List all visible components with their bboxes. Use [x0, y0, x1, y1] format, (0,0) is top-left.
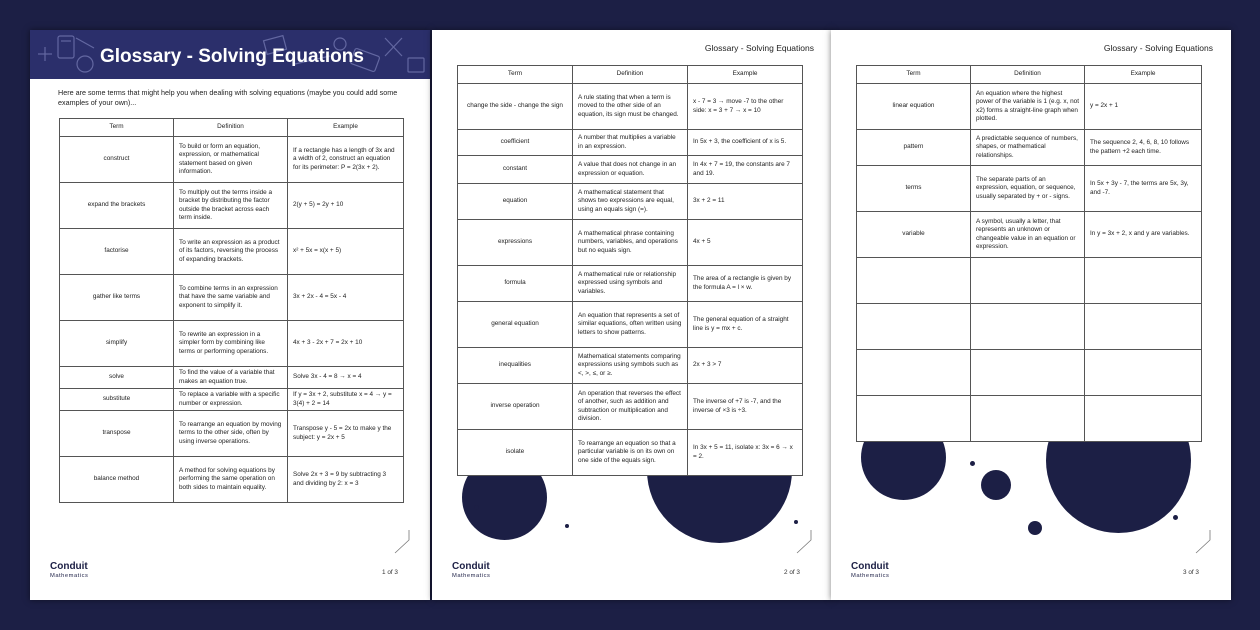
intro-text: Here are some terms that might help you when dealing with solving equations (maybe you could add some examples of your own)...: [58, 88, 398, 107]
term-cell: balance method: [60, 457, 174, 503]
decorative-dot: [1173, 515, 1178, 520]
table-row: [60, 275, 404, 321]
table-row: [458, 220, 803, 266]
example-header: Example: [1085, 66, 1202, 84]
example-cell: The inverse of +7 is -7, and the inverse of ×3 is ÷3.: [688, 384, 803, 430]
term-cell: gather like terms: [60, 275, 174, 321]
example-cell: The area of a rectangle is given by the formula A = l × w.: [688, 266, 803, 302]
table-row: [60, 411, 404, 457]
definition-header: Definition: [971, 66, 1085, 84]
example-cell: [1085, 304, 1202, 350]
table-row: [458, 266, 803, 302]
brand-logo: [851, 561, 889, 579]
example-cell: In 5x + 3, the coefficient of x is 5.: [688, 130, 803, 156]
definition-cell: A mathematical rule or relationship expressed using symbols and variables.: [573, 266, 688, 302]
term-cell: change the side - change the sign: [458, 84, 573, 130]
example-cell: y = 2x + 1: [1085, 84, 1202, 130]
example-cell: 2(y + 5) = 2y + 10: [288, 183, 404, 229]
example-cell: x - 7 = 3 → move -7 to the other side: x = 3 + 7 → x = 10: [688, 84, 803, 130]
example-cell: The general equation of a straight line is y = mx + c.: [688, 302, 803, 348]
table-row: [458, 156, 803, 184]
definition-cell: An equation where the highest power of the variable is 1 (e.g. x, not x2) forms a straight-line graph when plotted.: [971, 84, 1085, 130]
example-cell: Transpose y - 5 = 2x to make y the subject: y = 2x + 5: [288, 411, 404, 457]
definition-cell: A number that multiplies a variable in an expression.: [573, 130, 688, 156]
example-cell: In 3x + 5 = 11, isolate x: 3x = 6 → x = 2.: [688, 430, 803, 476]
brand-name: Conduit: [452, 561, 490, 572]
term-cell: [857, 258, 971, 304]
term-cell: formula: [458, 266, 573, 302]
definition-cell: To replace a variable with a specific number or expression.: [174, 389, 288, 411]
page-number: 3 of 3: [1183, 569, 1199, 576]
example-cell: In y = 3x + 2, x and y are variables.: [1085, 212, 1202, 258]
term-cell: [857, 350, 971, 396]
term-cell: construct: [60, 137, 174, 183]
definition-cell: An equation that represents a set of similar equations, often written using letters to show patterns.: [573, 302, 688, 348]
table-row: [857, 84, 1202, 130]
table-row: [857, 304, 1202, 350]
example-cell: 4x + 3 - 2x + 7 = 2x + 10: [288, 321, 404, 367]
page-number: 1 of 3: [382, 569, 398, 576]
definition-cell: A mathematical statement that shows two expressions are equal, using an equals sign (=).: [573, 184, 688, 220]
term-cell: solve: [60, 367, 174, 389]
table-row: [857, 130, 1202, 166]
page-2: [432, 30, 832, 600]
term-cell: [857, 304, 971, 350]
example-cell: x² + 5x = x(x + 5): [288, 229, 404, 275]
table-row: [458, 302, 803, 348]
glossary-table-page-3: [856, 65, 1202, 442]
example-header: Example: [688, 66, 803, 84]
example-cell: Solve 2x + 3 = 9 by subtracting 3 and dividing by 2: x = 3: [288, 457, 404, 503]
table-row: [458, 130, 803, 156]
table-row: [60, 367, 404, 389]
example-cell: 3x + 2x - 4 = 5x - 4: [288, 275, 404, 321]
table-row: [458, 184, 803, 220]
term-cell: simplify: [60, 321, 174, 367]
table-row: [458, 348, 803, 384]
term-cell: constant: [458, 156, 573, 184]
table-row: [458, 84, 803, 130]
page-fold-decoration: [1195, 530, 1211, 554]
definition-cell: A predictable sequence of numbers, shapes, or mathematical relationships.: [971, 130, 1085, 166]
example-cell: If y = 3x + 2, substitute x = 4 → y = 3(4) + 2 = 14: [288, 389, 404, 411]
definition-cell: To combine terms in an expression that have the same variable and exponent to simplify it.: [174, 275, 288, 321]
term-cell: inverse operation: [458, 384, 573, 430]
table-row: [60, 183, 404, 229]
term-cell: linear equation: [857, 84, 971, 130]
decorative-dot: [565, 524, 569, 528]
definition-cell: To multiply out the terms inside a bracket by distributing the factor outside the bracket across each term inside.: [174, 183, 288, 229]
decorative-circle: [981, 470, 1011, 500]
table-row: [60, 229, 404, 275]
example-cell: Solve 3x - 4 = 8 → x = 4: [288, 367, 404, 389]
page-fold-decoration: [796, 530, 812, 554]
title-banner: [30, 30, 430, 79]
page-3: [831, 30, 1231, 600]
table-row: [857, 258, 1202, 304]
definition-header: Definition: [174, 119, 288, 137]
document-title: Glossary - Solving Equations: [100, 46, 364, 67]
table-row: [458, 430, 803, 476]
term-cell: factorise: [60, 229, 174, 275]
decorative-dot: [794, 520, 798, 524]
decorative-dot: [970, 461, 975, 466]
term-cell: inequalities: [458, 348, 573, 384]
page-header-title: Glossary - Solving Equations: [704, 43, 814, 53]
example-cell: In 4x + 7 = 19, the constants are 7 and 19.: [688, 156, 803, 184]
table-row: [857, 350, 1202, 396]
term-cell: coefficient: [458, 130, 573, 156]
definition-cell: Mathematical statements comparing expressions using symbols such as <, >, ≤, or ≥.: [573, 348, 688, 384]
definition-cell: To build or form an equation, expression, or mathematical statement based on given information.: [174, 137, 288, 183]
glossary-table-page-2: [457, 65, 803, 476]
brand-name: Conduit: [851, 561, 889, 572]
example-cell: If a rectangle has a length of 3x and a width of 2, construct an equation for its perimeter: P = 2(3x + 2).: [288, 137, 404, 183]
example-cell: 2x + 3 > 7: [688, 348, 803, 384]
definition-cell: To rearrange an equation by moving terms to the other side, often by using inverse operations.: [174, 411, 288, 457]
definition-cell: [971, 258, 1085, 304]
definition-header: Definition: [573, 66, 688, 84]
definition-cell: A value that does not change in an expression or equation.: [573, 156, 688, 184]
definition-cell: [971, 396, 1085, 442]
term-cell: terms: [857, 166, 971, 212]
term-header: Term: [458, 66, 573, 84]
definition-cell: The separate parts of an expression, equation, or sequence, usually separated by + or - signs.: [971, 166, 1085, 212]
definition-cell: To rewrite an expression in a simpler form by combining like terms or performing operations.: [174, 321, 288, 367]
decorative-dot: [474, 505, 479, 510]
definition-cell: A mathematical phrase containing numbers, variables, and operations but no equals sign.: [573, 220, 688, 266]
table-row: [857, 166, 1202, 212]
table-row: [857, 396, 1202, 442]
term-cell: transpose: [60, 411, 174, 457]
term-header: Term: [60, 119, 174, 137]
definition-cell: A symbol, usually a letter, that represents an unknown or changeable value in an equation or expression.: [971, 212, 1085, 258]
term-cell: expand the brackets: [60, 183, 174, 229]
term-cell: pattern: [857, 130, 971, 166]
brand-logo: [50, 561, 88, 579]
definition-cell: To rearrange an equation so that a particular variable is on its own on one side of the equals sign.: [573, 430, 688, 476]
term-cell: equation: [458, 184, 573, 220]
term-header: Term: [857, 66, 971, 84]
example-cell: [1085, 350, 1202, 396]
brand-logo: [452, 561, 490, 579]
glossary-table-page-1: [59, 118, 404, 503]
table-row: [60, 457, 404, 503]
term-cell: expressions: [458, 220, 573, 266]
table-row: [857, 212, 1202, 258]
brand-subtitle: Mathematics: [851, 573, 890, 579]
example-cell: 3x + 2 = 11: [688, 184, 803, 220]
term-cell: substitute: [60, 389, 174, 411]
term-cell: [857, 396, 971, 442]
page-header-title: Glossary - Solving Equations: [1103, 43, 1213, 53]
definition-cell: A rule stating that when a term is moved to the other side of an equation, its sign must be changed.: [573, 84, 688, 130]
example-cell: [1085, 396, 1202, 442]
term-cell: isolate: [458, 430, 573, 476]
example-header: Example: [288, 119, 404, 137]
table-row: [458, 384, 803, 430]
table-row: [60, 137, 404, 183]
definition-cell: To find the value of a variable that makes an equation true.: [174, 367, 288, 389]
decorative-circle: [1028, 521, 1042, 535]
brand-name: Conduit: [50, 561, 88, 572]
definition-cell: To write an expression as a product of its factors, reversing the process of expanding brackets.: [174, 229, 288, 275]
page-number: 2 of 3: [784, 569, 800, 576]
example-cell: In 5x + 3y - 7, the terms are 5x, 3y, and -7.: [1085, 166, 1202, 212]
page-1: [30, 30, 430, 600]
example-cell: 4x + 5: [688, 220, 803, 266]
definition-cell: [971, 304, 1085, 350]
term-cell: general equation: [458, 302, 573, 348]
example-cell: [1085, 258, 1202, 304]
page-fold-decoration: [394, 530, 410, 554]
table-row: [60, 389, 404, 411]
brand-subtitle: Mathematics: [50, 573, 89, 579]
definition-cell: A method for solving equations by performing the same operation on both sides to maintain equality.: [174, 457, 288, 503]
brand-subtitle: Mathematics: [452, 573, 491, 579]
definition-cell: [971, 350, 1085, 396]
table-row: [60, 321, 404, 367]
definition-cell: An operation that reverses the effect of another, such as addition and subtraction or multiplication and division.: [573, 384, 688, 430]
term-cell: variable: [857, 212, 971, 258]
example-cell: The sequence 2, 4, 6, 8, 10 follows the pattern +2 each time.: [1085, 130, 1202, 166]
